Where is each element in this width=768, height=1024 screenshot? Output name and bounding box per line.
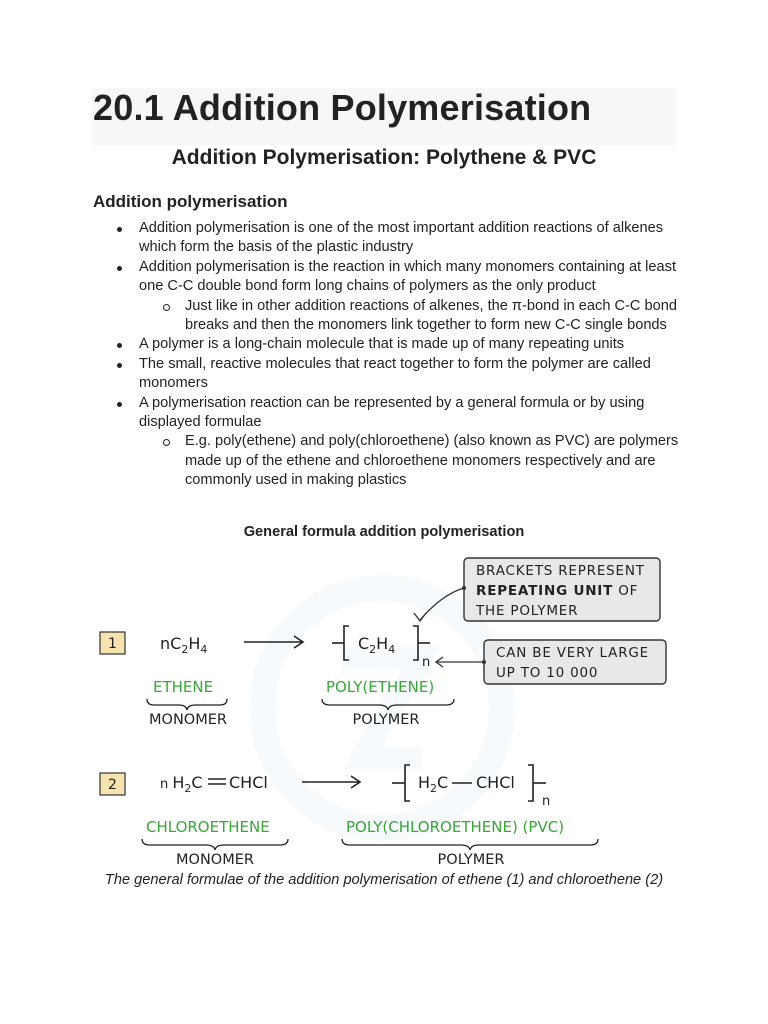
underbrace [142,839,288,850]
polymerisation-diagram [92,548,676,870]
bullet-item: Addition polymerisation is the reaction in which many monomers containing at least one C-C double bond form long chains of polymers as the only product [93,258,683,297]
svg-text:CHCl: CHCl [229,773,268,792]
bullet-item: Addition polymerisation is one of the most important addition reactions of alkenes which form the basis of the plastic industry [93,219,683,258]
subscript-n: n [542,794,551,809]
figure-caption: The general formulae of the addition polymerisation of ethene (1) and chloroethene (2) [104,872,664,888]
monomer-name-ethene: ETHENE [153,678,214,696]
svg-text:CHCl: CHCl [476,773,515,792]
sub-bullet-item: E.g. poly(ethene) and poly(chloroethene) (also known as PVC) are polymers made up of the ethene and chloroethene monomers respectively and are commonly used in making plastics [93,432,683,490]
page-title: 20.1 Addition Polymerisation [93,87,592,128]
subscript-n: n [422,655,431,670]
polyethene-unit: $C_2H_4$ [358,634,396,656]
bullet-item: A polymerisation reaction can be represented by a general formula or by using displayed formulae [93,394,683,433]
callout-line: THE POLYMER [476,603,579,619]
bullet-item: A polymer is a long-chain molecule that is made up of many repeating units [93,335,683,354]
callout-line: CAN BE VERY LARGE [496,645,649,661]
ethene-formula: $nC_2H_4$ [160,634,208,656]
polymer-label: POLYMER [352,712,420,728]
callout-line: REPEATING UNIT OF [476,583,639,599]
callout-line: BRACKETS REPRESENT [476,563,645,579]
bullet-item: The small, reactive molecules that react together to form the polymer are called monomers [93,355,683,394]
underbrace [147,699,227,710]
pvc-unit: $H_2C$ [418,773,449,795]
monomer-label: MONOMER [149,712,227,728]
monomer-label: MONOMER [176,852,254,868]
bullet-list [93,219,683,491]
section-heading: Addition polymerisation [93,192,288,211]
callout-line: UP TO 10 000 [496,665,599,681]
monomer-name-chloroethene: CHLOROETHENE [146,818,270,836]
chloroethene-formula: n $H_2C$ [160,773,203,795]
polymer-name-polyethene: POLY(ETHENE) [326,678,435,696]
sub-bullet-item: Just like in other addition reactions of alkenes, the π-bond in each C-C bond breaks and then the monomers link together to form new C-C single bonds [93,297,683,336]
page-subtitle: Addition Polymerisation: Polythene & PVC [171,146,597,169]
figure-title: General formula addition polymerisation [243,524,525,540]
polymer-name-pvc: POLY(CHLOROETHENE) (PVC) [346,818,565,836]
reaction-number: 2 [108,777,117,793]
polymer-label: POLYMER [437,852,505,868]
reaction-number: 1 [108,636,117,652]
watermark-logo [262,588,502,828]
